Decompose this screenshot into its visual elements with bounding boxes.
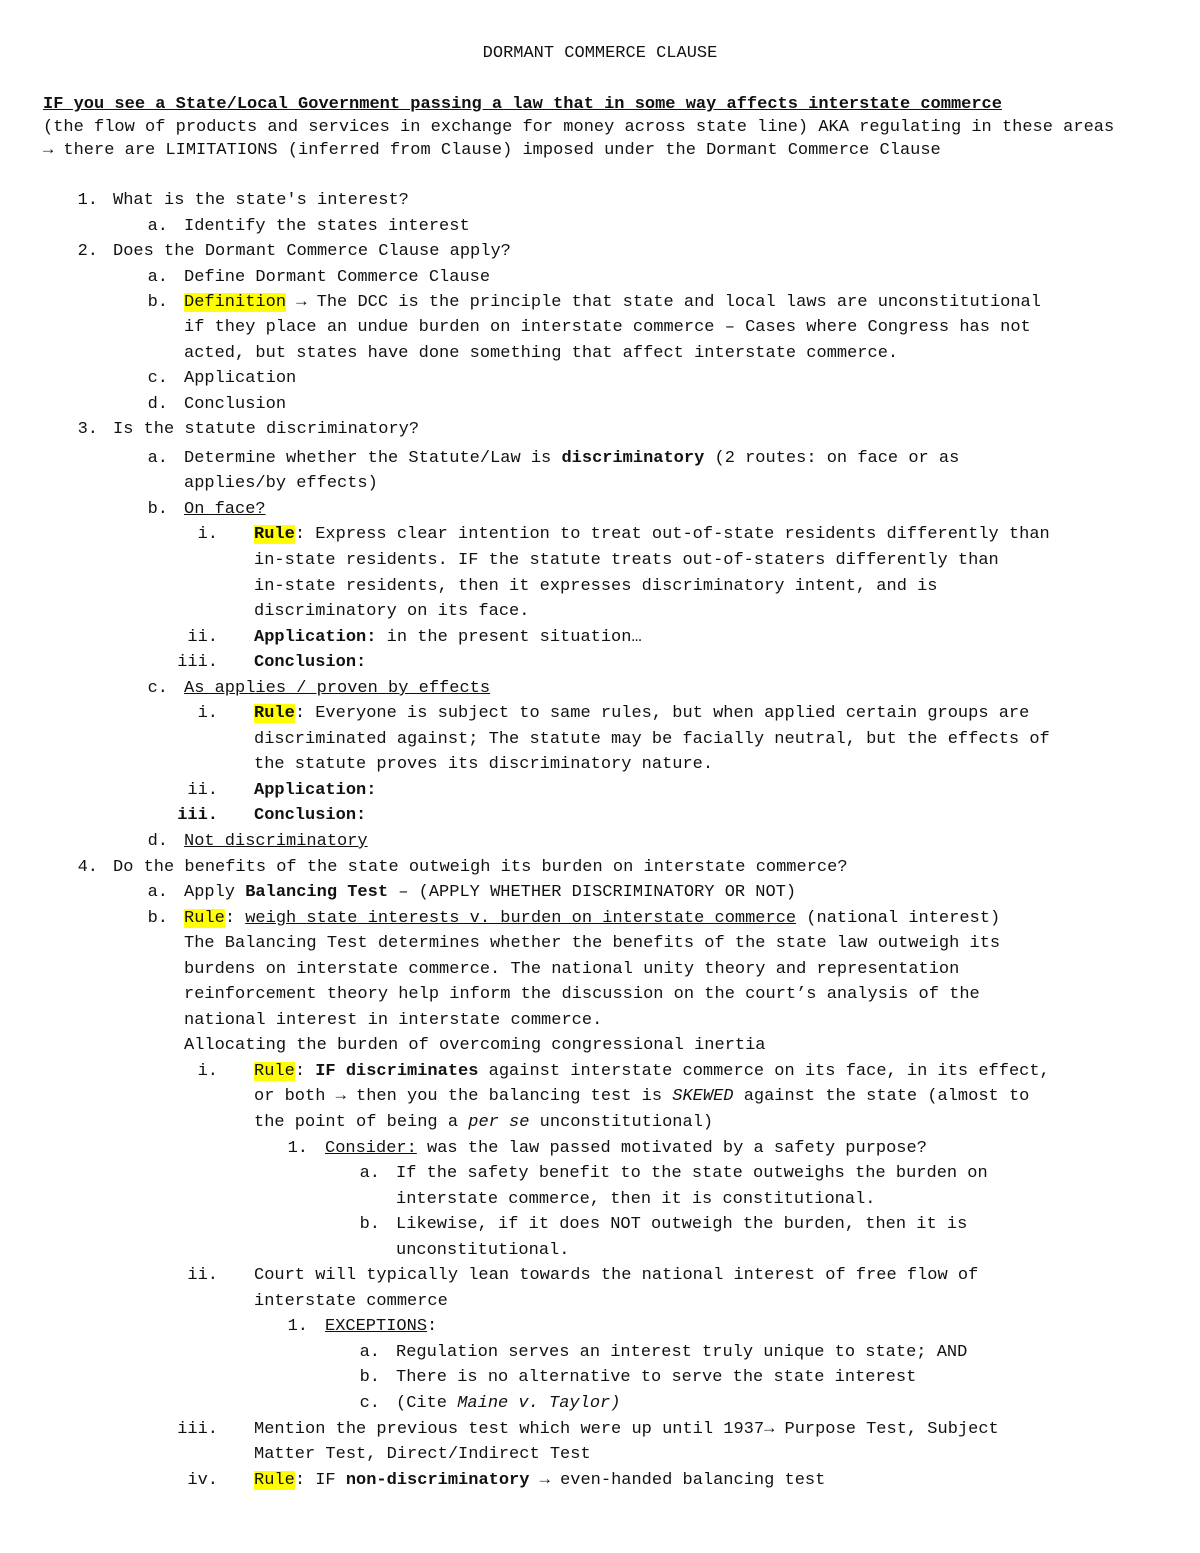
list-marker: a. xyxy=(147,217,168,236)
list-marker: iii. xyxy=(177,806,218,825)
list-marker: c. xyxy=(147,679,168,698)
highlight-definition: Definition xyxy=(184,293,287,312)
list-marker: i. xyxy=(197,525,218,544)
list-item: Likewise, if it does NOT outweigh the burden, then it is xyxy=(396,1215,968,1234)
text-run: : Everyone is subject to same rules, but when applied certain groups are xyxy=(294,704,1030,723)
list-marker: ii. xyxy=(187,628,218,647)
list-marker: iv. xyxy=(187,1471,218,1490)
bold-term: Balancing Test xyxy=(245,883,389,902)
bold-term: IF discriminates xyxy=(315,1062,479,1081)
text-run: against the state (almost to xyxy=(733,1087,1030,1106)
definition-line xyxy=(184,292,1041,314)
list-marker: a. xyxy=(359,1343,380,1362)
text-run: : xyxy=(294,1062,316,1081)
consider-line xyxy=(325,1138,927,1160)
question-2: Does the Dormant Commerce Clause apply? xyxy=(113,242,511,261)
list-marker: 3. xyxy=(77,420,98,439)
list-item-continued: Matter Test, Direct/Indirect Test xyxy=(254,1445,591,1464)
rule-line xyxy=(254,1061,1050,1083)
paragraph-line: Allocating the burden of overcoming congressional inertia xyxy=(184,1036,766,1055)
underlined-text: weigh state interests v. burden on interstate commerce xyxy=(245,909,797,928)
underlined-label: Consider: xyxy=(325,1139,417,1158)
question-4: Do the benefits of the state outweigh its burden on interstate commerce? xyxy=(113,858,848,877)
text-run: against interstate commerce on its face, in its effect, xyxy=(478,1062,1050,1081)
rule-text: discriminated against; The statute may be facially neutral, but the effects of xyxy=(254,730,1050,749)
highlight-rule: Rule xyxy=(184,909,225,928)
list-marker: ii. xyxy=(187,1266,218,1285)
list-marker: i. xyxy=(197,704,218,723)
list-marker: c. xyxy=(147,369,168,388)
list-item: Regulation serves an interest truly unique to state; AND xyxy=(396,1343,968,1362)
list-item-continued: interstate commerce xyxy=(254,1292,448,1311)
list-marker: 1. xyxy=(77,191,98,210)
intro-heading: IF you see a State/Local Government passing a law that in some way affects interstate commerce xyxy=(43,95,1002,114)
text-run: : xyxy=(224,909,246,928)
list-item xyxy=(396,1393,620,1415)
list-item-continued: unconstitutional. xyxy=(396,1241,570,1260)
rule-line xyxy=(254,703,1029,725)
list-marker: d. xyxy=(147,832,168,851)
text-run: the point of being a xyxy=(254,1113,469,1132)
rule-text xyxy=(254,1112,713,1134)
list-marker: 2. xyxy=(77,242,98,261)
text-run: in the present situation… xyxy=(376,628,642,647)
bold-label: Application: xyxy=(254,628,377,647)
list-marker: c. xyxy=(359,1394,380,1413)
intro-line-1: (the flow of products and services in exchange for money across state line) AKA regulating in these areas xyxy=(43,118,1115,137)
intro-line-2: → there are LIMITATIONS (inferred from Clause) imposed under the Dormant Commerce Clause xyxy=(43,141,941,160)
list-marker: a. xyxy=(147,883,168,902)
list-item: Identify the states interest xyxy=(184,217,470,236)
subheading-on-face: On face? xyxy=(184,500,266,519)
text-run: (national interest) xyxy=(796,909,1001,928)
highlight-rule: Rule xyxy=(254,525,295,544)
list-marker: d. xyxy=(147,395,168,414)
exceptions-line xyxy=(325,1316,437,1338)
rule-text: in-state residents, then it expresses discriminatory intent, and is xyxy=(254,577,938,596)
rule-text: discriminatory on its face. xyxy=(254,602,530,621)
rule-text: in-state residents. IF the statute treats out-of-staters differently than xyxy=(254,551,999,570)
text-run: Determine whether the Statute/Law is xyxy=(184,449,562,468)
subheading-as-applies: As applies / proven by effects xyxy=(184,679,491,698)
list-marker: iii. xyxy=(177,1420,218,1439)
text-run: (2 routes: on face or as xyxy=(704,449,960,468)
text-run: (Cite xyxy=(396,1394,458,1413)
application-line xyxy=(254,627,642,649)
paragraph-line: reinforcement theory help inform the discussion on the court’s analysis of the xyxy=(184,985,980,1004)
italic-term: per se xyxy=(468,1113,530,1132)
list-marker: a. xyxy=(147,449,168,468)
text-run: → even-handed balancing test xyxy=(529,1471,826,1490)
list-marker: b. xyxy=(359,1215,380,1234)
rule-line xyxy=(184,908,1000,930)
rule-text xyxy=(254,1086,1029,1108)
definition-text: → The DCC is the principle that state and local laws are unconstitutional xyxy=(286,293,1041,312)
highlight-rule: Rule xyxy=(254,1471,295,1490)
text-run: or both → then you the balancing test is xyxy=(254,1087,673,1106)
document-title: DORMANT COMMERCE CLAUSE xyxy=(482,44,718,63)
subheading-not-discriminatory: Not discriminatory xyxy=(184,832,368,851)
list-marker: b. xyxy=(147,500,168,519)
list-item-continued: applies/by effects) xyxy=(184,474,378,493)
conclusion-label: Conclusion: xyxy=(254,806,367,825)
bold-term: non-discriminatory xyxy=(345,1471,530,1490)
list-item xyxy=(184,882,796,904)
list-item: If the safety benefit to the state outweighs the burden on xyxy=(396,1164,988,1183)
italic-term: SKEWED xyxy=(672,1087,734,1106)
underlined-label: EXCEPTIONS xyxy=(325,1317,428,1336)
list-item: Court will typically lean towards the national interest of free flow of xyxy=(254,1266,979,1285)
text-run: unconstitutional) xyxy=(529,1113,714,1132)
list-item xyxy=(184,448,959,470)
highlight-rule: Rule xyxy=(254,704,295,723)
question-1: What is the state's interest? xyxy=(113,191,409,210)
question-3: Is the statute discriminatory? xyxy=(113,420,420,439)
highlight-rule: Rule xyxy=(254,1062,295,1081)
rule-line xyxy=(254,1470,825,1492)
list-item: Define Dormant Commerce Clause xyxy=(184,268,491,287)
list-item: Conclusion xyxy=(184,395,287,414)
list-item: There is no alternative to serve the state interest xyxy=(396,1368,917,1387)
text-run: Apply xyxy=(184,883,246,902)
definition-text: if they place an undue burden on interstate commerce – Cases where Congress has not xyxy=(184,318,1031,337)
list-marker: b. xyxy=(147,293,168,312)
text-run: : Express clear intention to treat out-of-state residents differently than xyxy=(294,525,1050,544)
list-marker: ii. xyxy=(187,781,218,800)
list-marker: a. xyxy=(147,268,168,287)
list-marker: b. xyxy=(359,1368,380,1387)
paragraph-line: The Balancing Test determines whether the benefits of the state law outweigh its xyxy=(184,934,1001,953)
text-run: was the law passed motivated by a safety purpose? xyxy=(416,1139,927,1158)
list-marker: b. xyxy=(147,909,168,928)
case-citation: Maine v. Taylor) xyxy=(457,1394,621,1413)
definition-text: acted, but states have done something that affect interstate commerce. xyxy=(184,344,899,363)
list-marker: 1. xyxy=(287,1139,308,1158)
rule-line xyxy=(254,524,1050,546)
list-item: Mention the previous test which were up until 1937→ Purpose Test, Subject xyxy=(254,1420,999,1439)
list-marker: iii. xyxy=(177,653,218,672)
application-label: Application: xyxy=(254,781,377,800)
conclusion-label: Conclusion: xyxy=(254,653,367,672)
paragraph-line: burdens on interstate commerce. The national unity theory and representation xyxy=(184,960,960,979)
list-marker: 1. xyxy=(287,1317,308,1336)
rule-text: the statute proves its discriminatory nature. xyxy=(254,755,714,774)
bold-term: discriminatory xyxy=(561,449,705,468)
text-run: : IF xyxy=(294,1471,346,1490)
paragraph-line: national interest in interstate commerce. xyxy=(184,1011,603,1030)
text-run: : xyxy=(427,1317,438,1336)
list-item: Application xyxy=(184,369,297,388)
list-marker: 4. xyxy=(77,858,98,877)
text-run: – (APPLY WHETHER DISCRIMINATORY OR NOT) xyxy=(388,883,797,902)
list-item-continued: interstate commerce, then it is constitutional. xyxy=(396,1190,876,1209)
list-marker: i. xyxy=(197,1062,218,1081)
list-marker: a. xyxy=(359,1164,380,1183)
